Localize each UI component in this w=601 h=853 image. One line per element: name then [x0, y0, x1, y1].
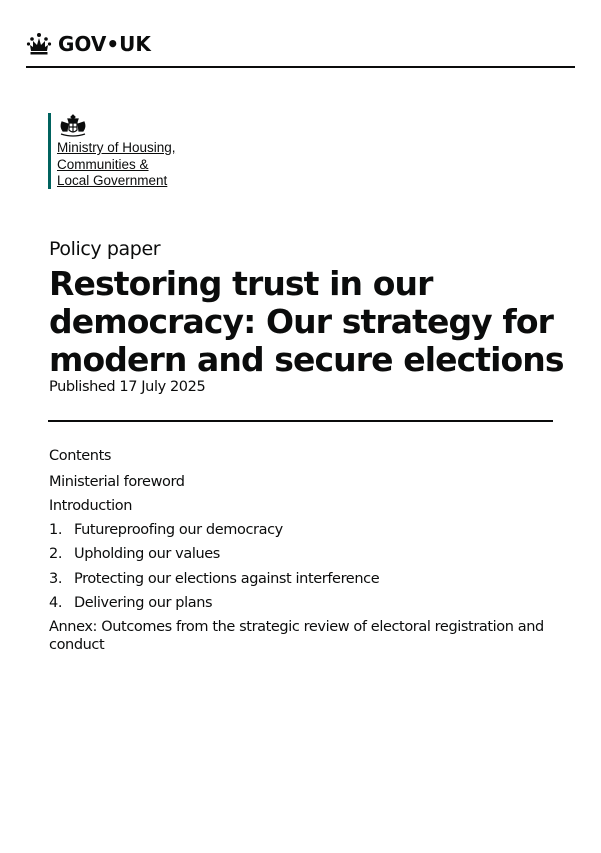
- contents-item-number: 1.: [49, 522, 63, 538]
- page-title: Restoring trust in our democracy: Our strategy for modern and secure elections: [49, 264, 564, 379]
- contents-item-number: 2.: [49, 546, 63, 562]
- contents-item-label: Delivering our plans: [74, 595, 213, 611]
- published-date: Published 17 July 2025: [49, 379, 206, 395]
- contents-item-label: Upholding our values: [74, 546, 220, 562]
- contents-item-delivering-plans[interactable]: [49, 594, 549, 612]
- contents-item-label: Futureproofing our democracy: [74, 522, 283, 538]
- organisation-name-line-1: Ministry of Housing,: [57, 140, 176, 155]
- contents-item-ministerial-foreword[interactable]: [49, 473, 549, 491]
- contents-item-protecting-elections[interactable]: [49, 570, 549, 588]
- organisation-name: [57, 140, 176, 190]
- crown-icon: [26, 31, 52, 57]
- contents-item-number: 4.: [49, 595, 63, 611]
- organisation-logo[interactable]: [48, 113, 176, 189]
- contents-item-label: Annex: Outcomes from the strategic review of electoral registration and conduct: [49, 619, 544, 653]
- contents-heading: Contents: [49, 448, 112, 464]
- site-header: [26, 30, 575, 68]
- royal-coat-of-arms-icon: [57, 113, 176, 139]
- contents-item-label: Introduction: [49, 498, 133, 514]
- organisation-name-line-2: Communities &: [57, 156, 149, 172]
- contents-list: [49, 473, 549, 654]
- govuk-logo-link[interactable]: [26, 30, 151, 58]
- contents-item-number: 3.: [49, 571, 63, 587]
- govuk-logotype: GOV•UK: [58, 32, 151, 56]
- contents-item-futureproofing[interactable]: [49, 521, 549, 539]
- contents-item-upholding-values[interactable]: [49, 545, 549, 563]
- section-divider: [48, 420, 553, 422]
- contents-item-introduction[interactable]: [49, 497, 549, 515]
- contents-item-label: Protecting our elections against interference: [74, 571, 380, 587]
- contents-item-label: Ministerial foreword: [49, 474, 185, 490]
- organisation-name-line-3: Local Government: [57, 173, 168, 188]
- contents-item-annex[interactable]: [49, 618, 549, 654]
- document-type: Policy paper: [49, 238, 161, 260]
